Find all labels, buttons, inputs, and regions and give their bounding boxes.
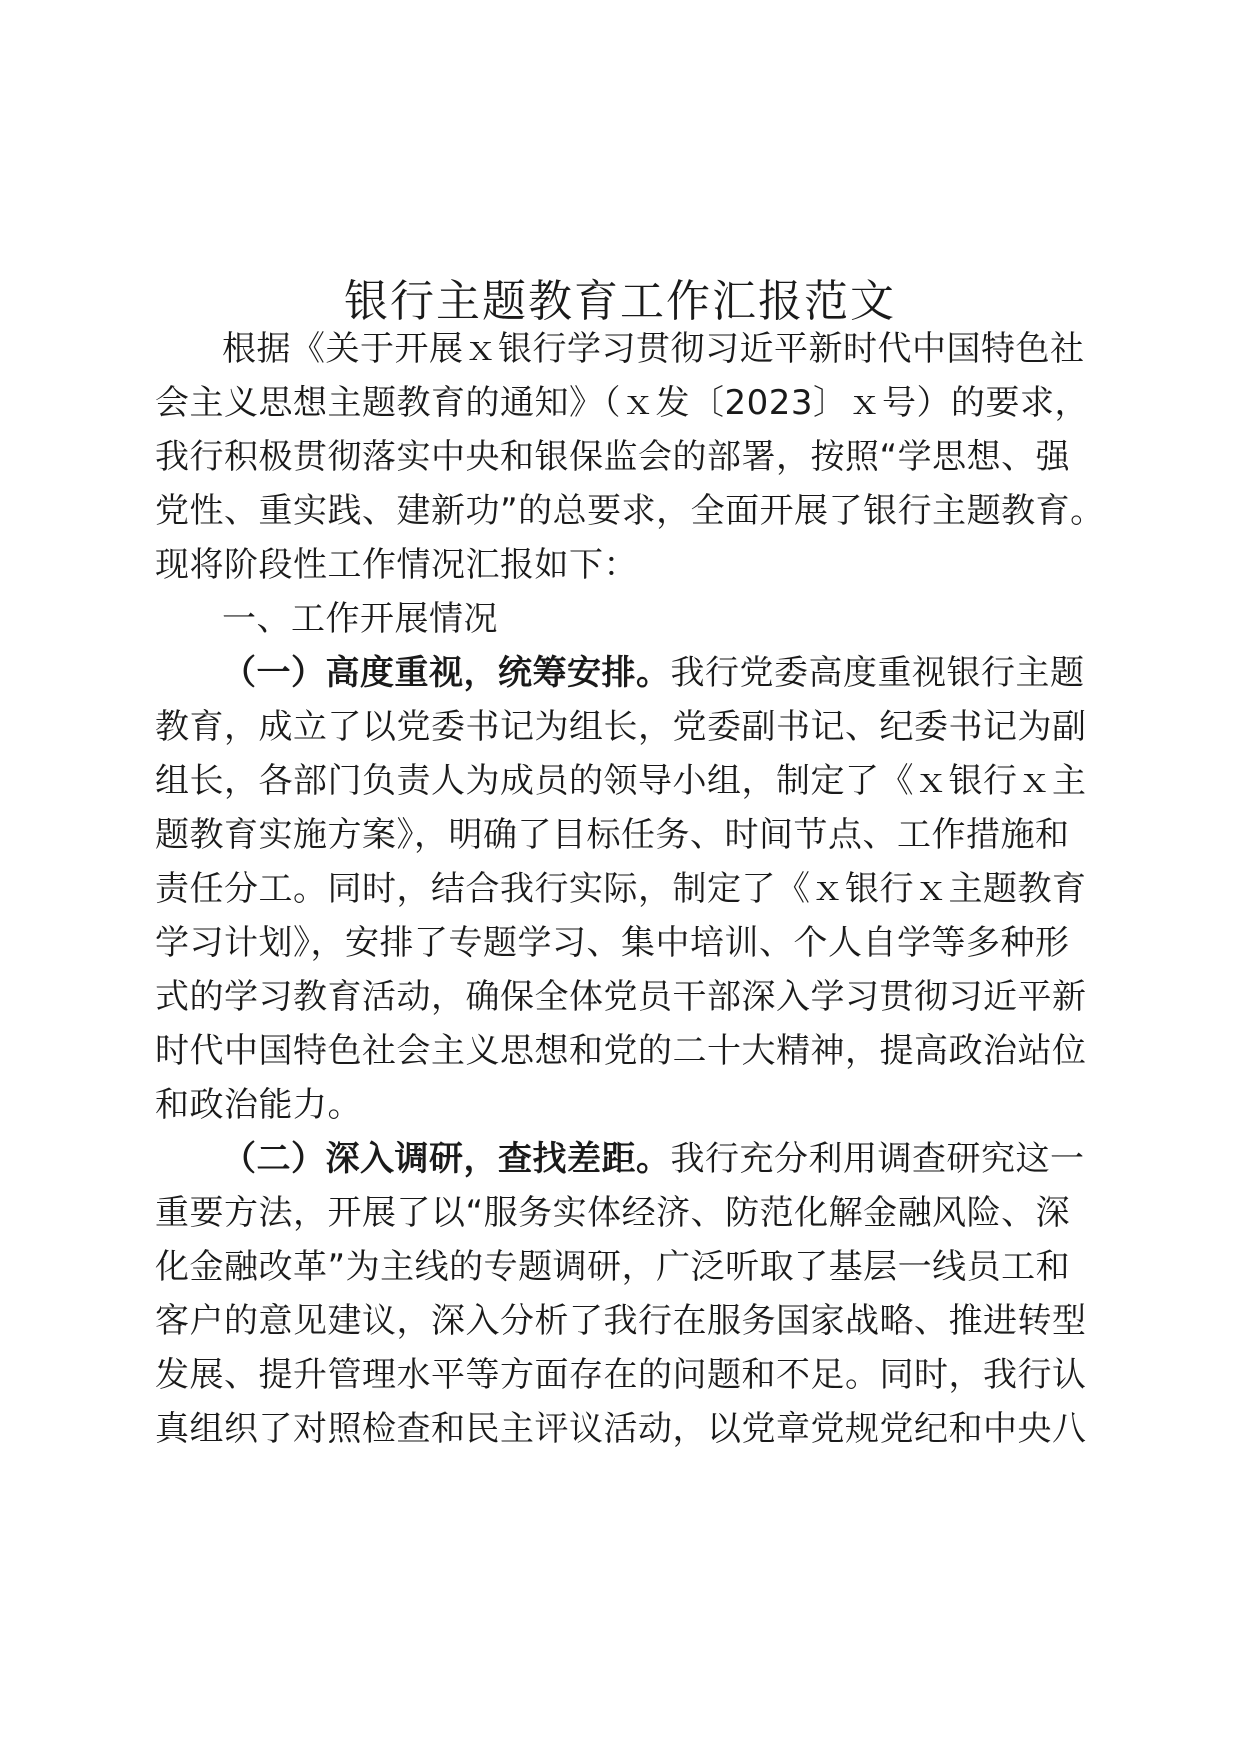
subsection-2-line: 重要方法，开展了以“服务实体经济、防范化解金融风险、深 [155, 1193, 1071, 1233]
intro-line-3: 我行积极贯彻落实中央和银保监会的部署，按照“学思想、强 [155, 437, 1071, 477]
subsection-2-line: 真组织了对照检查和民主评议活动，以党章党规党纪和中央八 [155, 1409, 1087, 1449]
subsection-2-line: 客户的意见建议，深入分析了我行在服务国家战略、推进转型 [155, 1301, 1087, 1341]
subsection-1-heading: （一）高度重视，统筹安排。 [222, 653, 671, 693]
intro-line-5: 现将阶段性工作情况汇报如下： [155, 545, 638, 585]
subsection-2-text: 我行充分利用调查研究这一 [670, 1139, 1085, 1179]
subsection-2-first-line [222, 1130, 1240, 1188]
subsection-1-line: 式的学习教育活动，确保全体党员干部深入学习贯彻习近平新 [155, 977, 1087, 1017]
subsection-2-line: 发展、提升管理水平等方面存在的问题和不足。同时，我行认 [155, 1355, 1087, 1395]
intro-line-1: 根据《关于开展ｘ银行学习贯彻习近平新时代中国特色社 [222, 329, 1085, 369]
subsection-1-first-line [222, 644, 1240, 702]
subsection-1-line: 题教育实施方案》，明确了目标任务、时间节点、工作措施和 [155, 815, 1070, 855]
subsection-2-line: 化金融改革”为主线的专题调研，广泛听取了基层一线员工和 [155, 1247, 1071, 1287]
subsection-1-line: 时代中国特色社会主义思想和党的二十大精神，提高政治站位 [155, 1031, 1087, 1071]
intro-line-4: 党性、重实践、建新功”的总要求，全面开展了银行主题教育。 [155, 491, 1105, 531]
subsection-1-line: 责任分工。同时，结合我行实际，制定了《ｘ银行ｘ主题教育 [155, 869, 1087, 909]
subsection-1-line: 教育，成立了以党委书记为组长，党委副书记、纪委书记为副 [155, 707, 1087, 747]
subsection-2-heading: （二）深入调研，查找差距。 [222, 1139, 671, 1179]
intro-line-2: 会主义思想主题教育的通知》（ｘ发〔2023〕ｘ号）的要求， [155, 383, 1090, 423]
subsection-1-line: 学习计划》，安排了专题学习、集中培训、个人自学等多种形 [155, 923, 1070, 963]
subsection-1-line: 组长，各部门负责人为成员的领导小组，制定了《ｘ银行ｘ主 [155, 761, 1087, 801]
section-heading-1: 一、工作开展情况 [222, 599, 498, 639]
subsection-1-line: 和政治能力。 [155, 1085, 362, 1125]
subsection-1-text: 我行党委高度重视银行主题 [670, 653, 1085, 693]
document-title: 银行主题教育工作汇报范文 [344, 276, 896, 327]
